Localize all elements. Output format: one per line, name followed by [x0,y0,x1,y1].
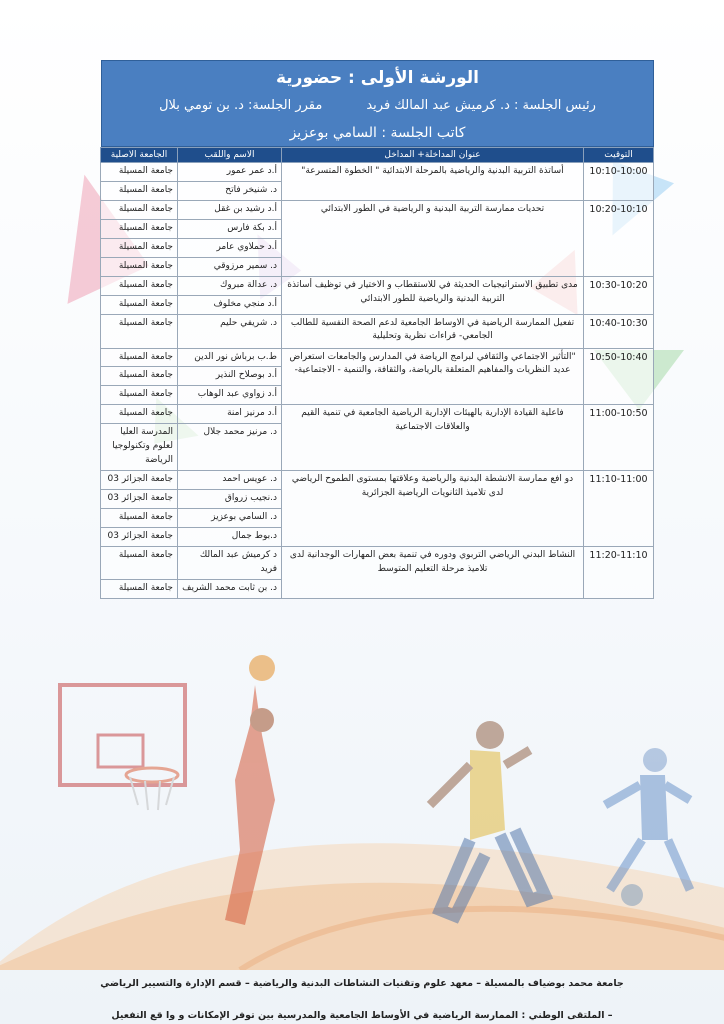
session-rapporteur: مقرر الجلسة: د. بن تومي بلال [159,98,323,113]
participant-university: جامعة المسيلة [101,348,178,367]
footer-institution: جامعة محمد بوضياف بالمسيلة – معهد علوم وتقنيات النشاطات البدنية والرياضية – قسم الإدارة والتسيير الرياضي [100,978,624,989]
participant-university: جامعة المسيلة [101,219,178,238]
participant-name: أ.د بوصلاح النذير [178,367,282,386]
participant-university: جامعة الجزائر 03 [101,490,178,509]
participant-name: د. بن ثابت محمد الشريف [178,579,282,598]
participant-university: جامعة المسيلة [101,257,178,276]
workshop-title: الورشة الأولى : حضورية [275,68,479,88]
participant-name: د.نجيب زرواق [178,490,282,509]
workshop-header [101,60,654,147]
time-cell: 10:10-10:00 [584,163,654,201]
table-row [101,163,654,182]
participant-university: جامعة المسيلة [101,181,178,200]
title-cell: فاعلية القيادة الإدارية بالهيئات الإدارية الرياضية الجامعية في تنمية القيم والعلاقات الاجتماعية [282,405,584,471]
participant-name: أ.د منجي مخلوف [178,295,282,314]
participant-university: جامعة المسيلة [101,405,178,424]
participant-name: ط.ب برباش نور الدين [178,348,282,367]
participant-university: جامعة المسيلة [101,238,178,257]
title-cell: مدى تطبيق الاستراتيجيات الحديثة في للاستقطاب و الاختيار في توظيف أساتذة التربية البدنية والرياضية للطور الابتدائي [282,276,584,314]
participant-name: د.بوط جمال [178,527,282,546]
session-writer: كاتب الجلسة : السامي بوعزيز [289,125,466,141]
title-cell: "التأثير الاجتماعي والثقافي لبرامج الرياضة في المدارس والجامعات استعراض عديد النظريات والمفاهيم المتعلقة بالرياضة، والثقافة، والتنمية - الاجتماعية- [282,348,584,405]
title-cell: النشاط البدني الرياضي التربوي ودوره في تنمية بعض المهارات الوجدانية لدى تلاميذ مرحلة التعليم المتوسط [282,546,584,598]
participant-university: جامعة الجزائر 03 [101,527,178,546]
table-row [101,405,654,424]
participant-university: جامعة المسيلة [101,508,178,527]
title-cell: تفعيل الممارسة الرياضية في الاوساط الجامعية لدعم الصحة النفسية للطالب الجامعي- قراءات نظرية وتحليلية [282,314,584,348]
basketball-icon [249,655,275,681]
table-row [101,314,654,348]
participant-name: أ.د بكة فارس [178,219,282,238]
participant-university: جامعة المسيلة [101,295,178,314]
column-header-time: التوقيت [584,148,654,163]
footer-conference: – الملتقى الوطني : الممارسة الرياضية في الأوساط الجامعية والمدرسية بين توفر الإمكانات و وا قع التفعيل [111,1010,613,1021]
participant-name: د كرميش عبد المالك فريد [178,546,282,579]
participant-name: د. عدالة مبروك [178,276,282,295]
participant-name: أ.د مرنيز امنة [178,405,282,424]
workshop-sheet [101,60,654,599]
participant-university: جامعة المسيلة [101,386,178,405]
table-row [101,348,654,367]
participant-university: جامعة المسيلة [101,367,178,386]
table-header-row [101,148,654,163]
title-cell: أساتذة التربية البدنية والرياضية بالمرحلة الابتدائية " الخطوة المتسرعة" [282,163,584,201]
participant-university: جامعة الجزائر 03 [101,471,178,490]
time-cell: 11:20-11:10 [584,546,654,598]
participant-name: د. مرنيز محمد جلال [178,424,282,471]
participant-university: جامعة المسيلة [101,200,178,219]
time-cell: 10:50-10:40 [584,348,654,405]
table-row [101,546,654,579]
schedule-body [101,163,654,599]
participant-university: جامعة المسيلة [101,314,178,348]
participant-name: د. السامي بوعزيز [178,508,282,527]
participant-university: المدرسة العليا لعلوم وتكنولوجيا الرياضة [101,424,178,471]
basketball-hoop-icon [60,685,185,810]
column-header-name: الاسم واللقب [178,148,282,163]
table-row [101,200,654,219]
time-cell: 10:20-10:10 [584,200,654,276]
title-cell: دو افع ممارسة الانشطة البدنية والرياضية وعلاقتها بمستوى الطموح الرياضي لدى تلاميذ الثانويات الرياضية الجزائرية [282,471,584,547]
sports-illustration [0,640,724,970]
participant-name: د. سمير مرزوقي [178,257,282,276]
column-header-title: عنوان المداخلة+ المداخل [282,148,584,163]
participant-name: د. شريفي حليم [178,314,282,348]
participant-university: جامعة المسيلة [101,276,178,295]
title-cell: تحديات ممارسة التربية البدنية و الرياضية في الطور الابتدائي [282,200,584,276]
participant-name: د. عويس احمد [178,471,282,490]
session-chair: رئيس الجلسة : د. كرميش عبد المالك فريد [366,98,596,113]
time-cell: 10:40-10:30 [584,314,654,348]
time-cell: 11:00-10:50 [584,405,654,471]
schedule-table [100,147,654,599]
time-cell: 10:30-10:20 [584,276,654,314]
participant-university: جامعة المسيلة [101,163,178,182]
participant-name: أ.د حملاوي عامر [178,238,282,257]
time-cell: 11:10-11:00 [584,471,654,547]
participant-name: أ.د عمر عمور [178,163,282,182]
participant-university: جامعة المسيلة [101,579,178,598]
participant-name: أ.د زواوي عبد الوهاب [178,386,282,405]
participant-university: جامعة المسيلة [101,546,178,579]
session-officials [102,91,653,121]
participant-name: أ.د رشيد بن غقل [178,200,282,219]
participant-name: د. شنيخر فاتح [178,181,282,200]
column-header-university: الجامعة الاصلية [101,148,178,163]
table-row [101,276,654,295]
table-row [101,471,654,490]
